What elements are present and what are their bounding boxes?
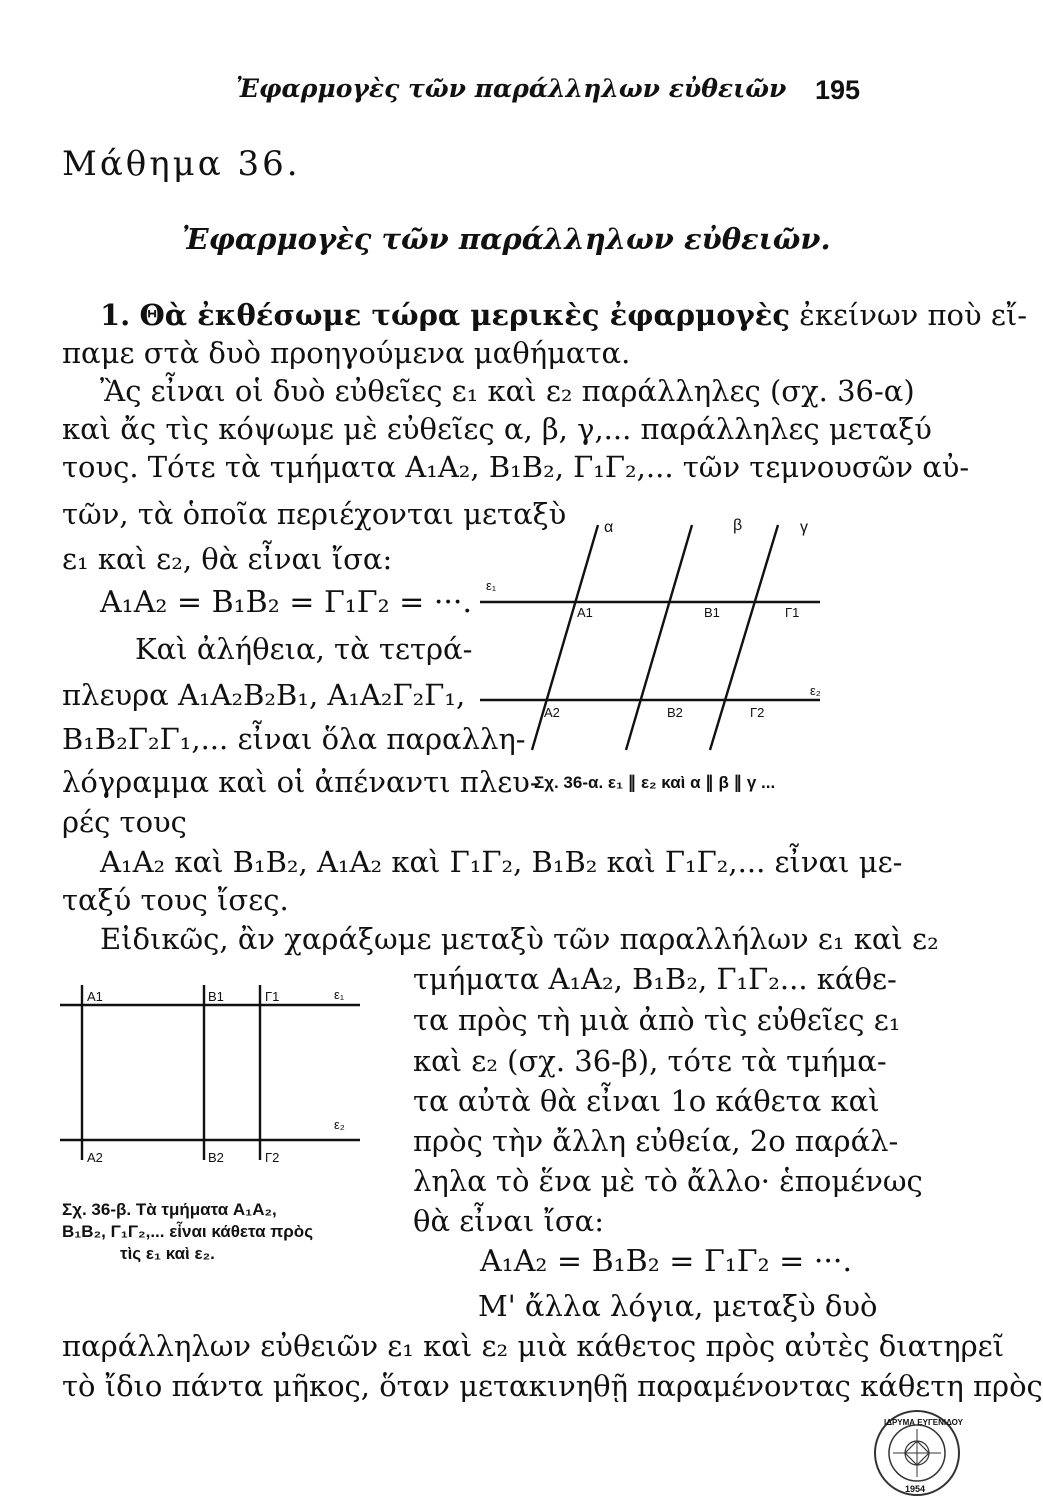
paragraph-4-line: ληλα τὸ ἕνα μὲ τὸ ἄλλο· ἑπομένως [413, 1164, 923, 1198]
label-B2: B2 [208, 1150, 224, 1165]
label-B1: B1 [704, 605, 720, 620]
paragraph-5-line: παράλληλων εὐθειῶν ε₁ καὶ ε₂ μιὰ κάθετος πρὸς αὐτὲς διατηρεῖ [62, 1329, 1005, 1363]
paragraph-4-line: Εἰδικῶς, ἂν χαράξωμε μεταξὺ τῶν παραλλήλων ε₁ καὶ ε₂ [100, 922, 939, 956]
section-title: Ἐφαρμογὲς τῶν παράλληλων εὐθειῶν. [182, 222, 831, 256]
paragraph-4-line: καὶ ε₂ (σχ. 36-β), τότε τὰ τμήμα- [413, 1044, 887, 1078]
label-e1: ε₁ [334, 987, 345, 1002]
label-B1: B1 [208, 989, 224, 1004]
paragraph-4-line: θὰ εἶναι ἴσα: [413, 1204, 604, 1238]
figure-36b-caption-line: τὶς ε₁ καὶ ε₂. [120, 1244, 215, 1263]
label-G1: Γ1 [265, 989, 280, 1004]
label-e2: ε₂ [334, 1117, 345, 1132]
paragraph-1-rest: ἐκείνων ποὺ εἴ- [799, 298, 1028, 332]
label-G1: Γ1 [785, 605, 800, 620]
paragraph-2-line: καὶ ἄς τὶς κόψωμε μὲ εὐθεῖες α, β, γ,... παράλληλες μεταξύ [62, 412, 932, 446]
paragraph-3-line: Καὶ ἀλήθεια, τὰ τετρά- [135, 632, 473, 666]
paragraph-3b-line: ταξύ τους ἴσες. [62, 883, 289, 917]
paragraph-number: 1. [100, 298, 131, 332]
label-gamma: γ [800, 519, 808, 536]
paragraph-2-line: τῶν, τὰ ὁποῖα περιέχονται μεταξὺ [62, 497, 567, 531]
paragraph-2-line: τους. Τότε τὰ τμήματα A₁A₂, B₁B₂, Γ₁Γ₂,... τῶν τεμνουσῶν αὐ- [62, 450, 970, 484]
paragraph-4-line: τα αὐτὰ θὰ εἶναι 1ο κάθετα καὶ [413, 1084, 880, 1118]
paragraph-3-line: πλευρα A₁A₂B₂B₁, A₁A₂Γ₂Γ₁, [62, 678, 466, 712]
stamp-text: ΙΔΡΥΜΑ ΕΥΓΕΝΙΔΟΥ [884, 1418, 963, 1427]
paragraph-3-line: B₁B₂Γ₂Γ₁,... εἶναι ὅλα παραλλη- [62, 722, 526, 756]
paragraph-1-line-2: παμε στὰ δυὸ προηγούμενα μαθήματα. [62, 336, 631, 370]
paragraph-1-line-1 [100, 296, 1027, 334]
label-A2: A2 [544, 705, 560, 720]
paragraph-5-line: τὸ ἴδιο πάντα μῆκος, ὅταν μετακινηθῇ παραμένοντας κάθετη πρὸς [62, 1369, 1043, 1403]
label-beta: β [733, 517, 743, 534]
paragraph-4-line: πρὸς τὴν ἄλλη εὐθεία, 2ο παράλ- [413, 1124, 899, 1158]
running-title: Ἐφαρμογὲς τῶν παράλληλων εὐθειῶν [236, 74, 787, 103]
paragraph-3-line: ρές τους [62, 805, 187, 839]
label-A1: A1 [87, 989, 103, 1004]
label-G2: Γ2 [265, 1150, 280, 1165]
figure-36b-caption-line: B₁B₂, Γ₁Γ₂,... εἶναι κάθετα πρὸς [62, 1222, 314, 1241]
paragraph-3b-line: A₁A₂ καὶ B₁B₂, A₁A₂ καὶ Γ₁Γ₂, B₁B₂ καὶ Γ₁Γ₂,... εἶναι με- [100, 845, 903, 879]
paragraph-5-line: Μ' ἄλλα λόγια, μεταξὺ δυὸ [478, 1289, 878, 1323]
page-number: 195 [815, 75, 861, 105]
paragraph-1-bold: Θὰ ἐκθέσωμε τώρα μερικὲς ἐφαρμογὲς [139, 298, 791, 332]
figure-36b-caption-line: Σχ. 36-β. Τὰ τμήματα A₁A₂, [62, 1200, 277, 1219]
line-c [710, 525, 778, 750]
label-B2: B2 [667, 705, 683, 720]
equation-2: A₁A₂ = B₁B₂ = Γ₁Γ₂ = ···. [480, 1244, 852, 1279]
paragraph-3-line: λόγραμμα καὶ οἱ ἀπέναντι πλευ- [62, 765, 540, 799]
label-A1: A1 [577, 605, 593, 620]
equation-1: A₁A₂ = B₁B₂ = Γ₁Γ₂ = ···. [100, 585, 472, 620]
paragraph-2-line: Ἂς εἶναι οἱ δυὸ εὐθεῖες ε₁ καὶ ε₂ παράλληλες (σχ. 36-α) [100, 374, 915, 408]
figure-36a [480, 590, 820, 790]
label-e1: ε₁ [486, 578, 497, 593]
paragraph-4-line: τα πρὸς τὴ μιὰ ἀπὸ τὶς εὐθεῖες ε₁ [413, 1003, 901, 1037]
paragraph-4-line: τμήματα A₁A₂, B₁B₂, Γ₁Γ₂... κάθε- [413, 962, 897, 996]
label-A2: A2 [87, 1150, 103, 1165]
label-G2: Γ2 [750, 705, 765, 720]
stamp-year: 1954 [905, 1484, 926, 1494]
line-a [532, 525, 598, 750]
label-e2: ε₂ [810, 683, 821, 698]
paragraph-2-line: ε₁ καὶ ε₂, θὰ εἶναι ἴσα: [62, 542, 393, 576]
figure-36a-caption: Σχ. 36-α. ε₁ ∥ ε₂ καὶ α ∥ β ∥ γ ... [534, 773, 776, 792]
lesson-heading: Μάθημα 36. [62, 144, 301, 184]
label-alpha: α [604, 519, 614, 536]
